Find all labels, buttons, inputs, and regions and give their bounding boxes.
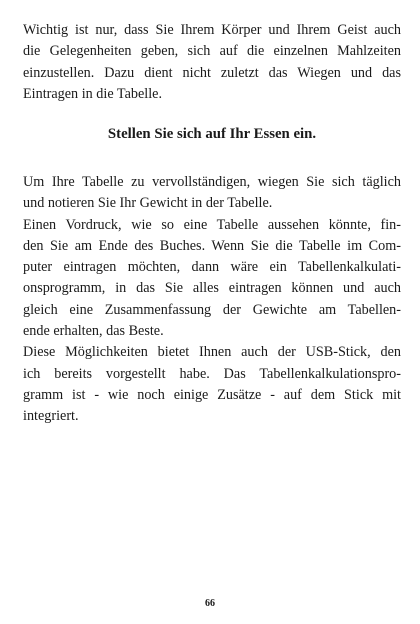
body-line: ich bereits vorgestellt habe. Das Tabellenkalkulationspro- [23, 365, 401, 382]
body-line: puter eintragen möchten, dann wäre ein Tabellenkalkulati- [23, 259, 401, 276]
body-line: integriert. [23, 408, 79, 425]
body-line: onsprogramm, in das Sie alles eintragen können und auch [23, 280, 401, 297]
intro-line: Eintragen in die Tabelle. [23, 85, 162, 102]
intro-line: die Gelegenheiten geben, sich auf die einzelnen Mahlzeiten [23, 43, 401, 60]
body-line: Diese Möglichkeiten bietet Ihnen auch der USB-Stick, den [23, 344, 401, 361]
body-paragraph [23, 172, 401, 428]
section-heading: Stellen Sie sich auf Ihr Essen ein. [107, 126, 317, 142]
body-line: den Sie am Ende des Buches. Wenn Sie die Tabelle im Com- [23, 237, 401, 254]
body-line: gramm ist - wie noch einige Zusätze - auf dem Stick mit [23, 386, 401, 403]
page-number: 66 [205, 598, 215, 609]
intro-line: Wichtig ist nur, dass Sie Ihrem Körper und Ihrem Geist auch [23, 22, 401, 38]
body-line: und notieren Sie Ihr Gewicht in der Tabelle. [23, 195, 273, 212]
intro-paragraph [23, 20, 401, 105]
body-line: ende erhalten, das Beste. [23, 323, 164, 340]
body-line: gleich eine Zusammenfassung der Gewichte am Tabellen- [23, 301, 401, 318]
body-line: Um Ihre Tabelle zu vervollständigen, wiegen Sie sich täglich [23, 174, 401, 190]
intro-line: einzustellen. Dazu dient nicht zuletzt das Wiegen und das [23, 64, 401, 81]
body-line: Einen Vordruck, wie so eine Tabelle aussehen könnte, fin- [23, 216, 401, 233]
